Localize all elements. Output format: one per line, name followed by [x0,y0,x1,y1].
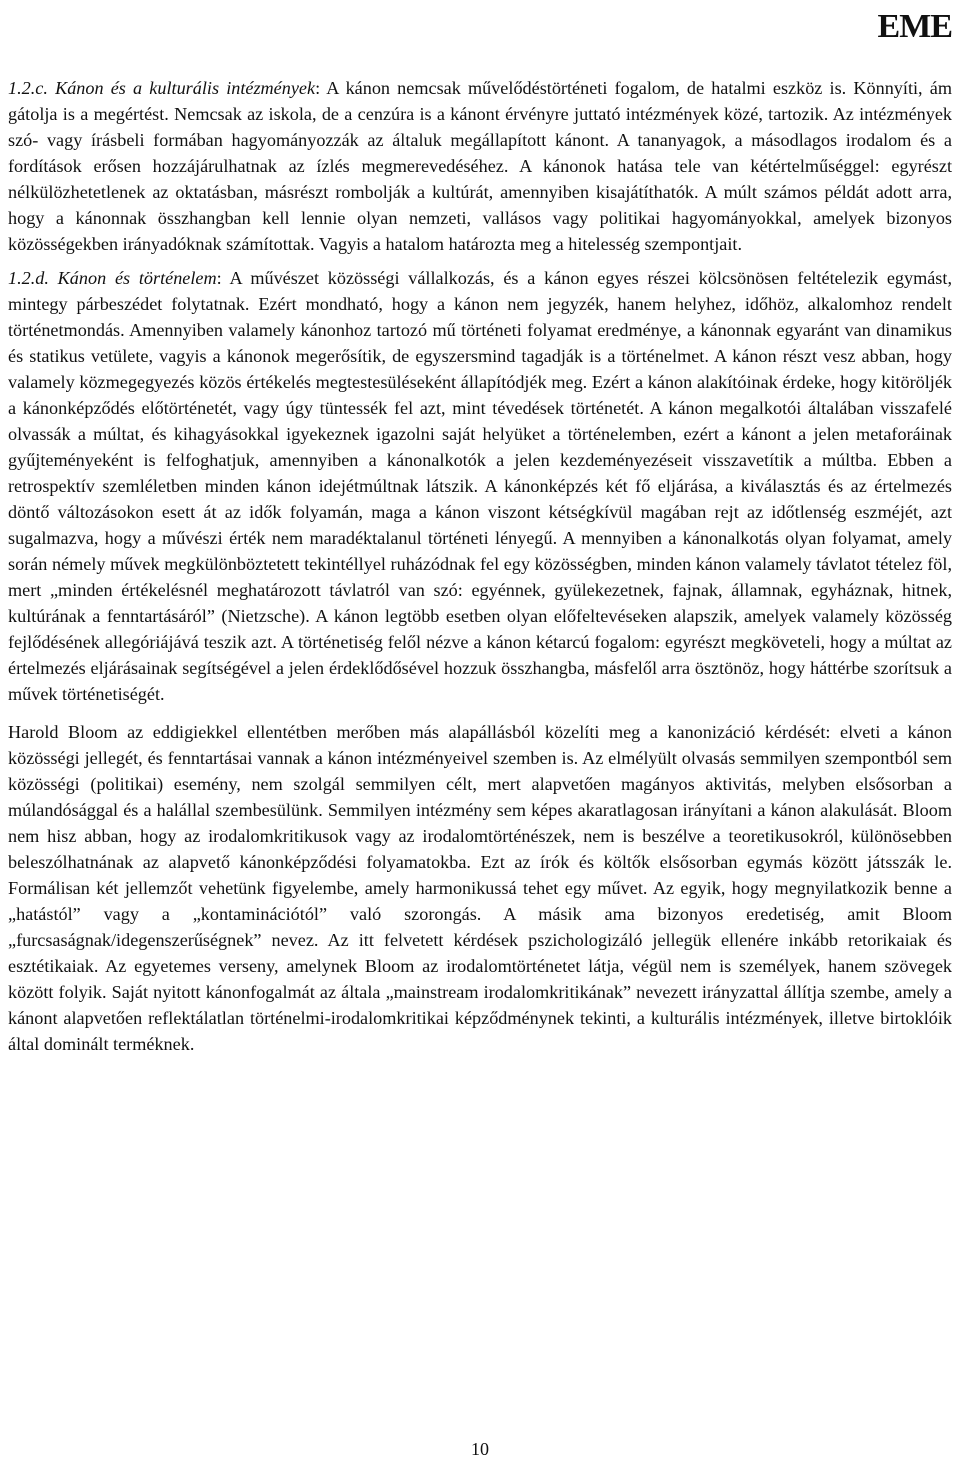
bloom-paragraph [8,719,952,1057]
publisher-logo: EME [877,8,952,45]
page-number: 10 [471,1439,489,1459]
document-body [8,75,952,1057]
section-1-2-c [8,75,952,257]
section-1-2-d [8,265,952,707]
section-text: A kánon nemcsak művelődéstörténeti fogalom, de hatalmi eszköz is. Könnyíti, ám gátolja is a megértést. Nemcsak az iskola, de a cenzúra is a kánont érvényre juttató intézmények közé, tartozik. Az intézmények szó- vagy írásbeli formában hagyományozzák az általuk megállapított kánont. A tananyagok, a másodlagos irodalom és a fordítások erősen hozzájárulhatnak az ízlés megmerevedéséhez. A kánonok hatása tele van kétértelműséggel: egyrészt nélkülözhetetlenek az oktatásban, másrészt rombolják a kultúrát, amennyiben kisajátíthatók. A múlt számos példát adott arra, hogy a kánonnak összhangban kell lennie olyan nemzeti, vallásos vagy politikai hagyományokkal, amelyek bizonyos közösségekben irányadóknak számítottak. Vagyis a hatalom határozta meg a hitelesség szempontjait. [8,78,952,254]
section-heading: 1.2.c. Kánon és a kulturális intézmények [8,78,316,98]
section-heading: 1.2.d. Kánon és történelem [8,268,217,288]
section-text: Harold Bloom az eddigiekkel ellentétben merőben más alapállásból közelíti meg a kanonizáció kérdését: elveti a kánon közösségi jellegét, és fenntartásai vannak a kánon intézményeivel szemben is. Az elmélyült olvasás semmilyen szempontból sem közösségi (politikai) esemény, nem szolgál semmilyen célt, mert alapvetően magányos aktivitás, melyben elsősorban a múlandósággal és a halállal szembesülünk. Semmilyen intézmény sem képes akaratlagosan irányítani a kánon alakulását. Bloom nem hisz abban, hogy az irodalomkritikusok vagy az irodalomtörténészek, nem is beszélve a teoretikusokról, különösebben beleszólhatnának az alapvető kánonképződési folyamatokba. Ezt az írók és költők elsősorban egymás között játsszák le. Formálisan két jellemzőt vehetünk figyelembe, amely harmonikussá tehet egy művet. Az egyik, hogy megnyilatkozik benne a „hatástól” vagy a „kontaminációtól” való szorongás. A másik ama bizonyos eredetiség, amit Bloom „furcsaságnak/idegenszerűségnek” nevez. Az itt felvetett kérdések pszichologizáló jellegük ellenére inkább retorikaiak és esztétikaiak. Az egyetemes verseny, amelynek Bloom az irodalomtörténetet látja, végül nem is személyek, hanem szövegek között folyik. Saját nyitott kánonfogalmát az általa „mainstream irodalomkritikának” nevezett irányzattal állítja szembe, amely a kánont alapvetően reflektálatlan történelmi-irodalomkritikai képződménynek tekinti, a kulturális intézmények, illetve birtoklóik által dominált terméknek. [8,722,952,1054]
heading-separator: : [216,268,230,288]
section-text: A művészet közösségi vállalkozás, és a kánon egyes részei kölcsönösen feltételezik egymást, mintegy párbeszédet folytatnak. Ezért mondható, hogy a kánon nem jegyzék, hanem helyhez, időhöz, alkalomhoz rendelt történetmondás. Amennyiben valamely kánonhoz tartozó mű történeti folyamat eredménye, a kánonnak egyaránt van dinamikus és statikus vetülete, vagyis a kánonok megerősítik, de egyszersmind tagadják is a történelmet. A kánon részt vesz abban, hogy valamely közmegegyezés közös értékelés megtestesüléseként állapítódjék meg. Ezért a kánon alakítóinak érdeke, hogy kitöröljék a kánonképződés előtörténetét, vagy úgy tüntessék fel azt, mint tévedések történetét. A kánon megalkotói általában visszafelé olvassák a múltat, és kihagyásokkal igyekeznek igazolni saját helyüket a történelemben, ezért a kánont a jelen metaforáinak gyűjteményeként is felfoghatjuk, amennyiben a kánonalkotók a jelen kezdeményezéseit visszavetítik a múltba. Ebben a retrospektív szemléletben minden kánon idejétmúltnak látszik. A kánonképzés két fő eljárása, a kiválasztás és az értelmezés döntő változásokon esett át az idők folyamán, maga a kánon viszont kétségkívül magában rejt az időtlenség eszméjét, azt sugalmazva, hogy a művészi érték nem maradéktalanul történeti lényegű. A mennyiben a kánonalkotás olyan folyamat, amely során némely művek megkülönböztetett tekintéllyel ruházódnak fel egy közösségben, minden kánon valamely távlatot tételez föl, mert „minden értékelésnél meghatározott távlatról van szó: egyénnek, gyülekezetnek, fajnak, államnak, egyháznak, hitnek, kultúrának a fenntartásáról” (Nietzsche). A kánon legtöbb esetben olyan előfeltevéseken alapszik, amelyek valamely közösség fejlődésének allegóriájává teszik azt. A történetiség felől nézve a kánon kétarcú fogalom: egyrészt megköveteli, hogy a múltat az értelmezés eljárásainak segítségével a jelen érdeklődősével hozzuk összhangba, másfelől arra ösztönöz, hogy háttérbe szorítsuk a művek történetiségét. [8,268,952,704]
heading-separator: : [315,78,327,98]
